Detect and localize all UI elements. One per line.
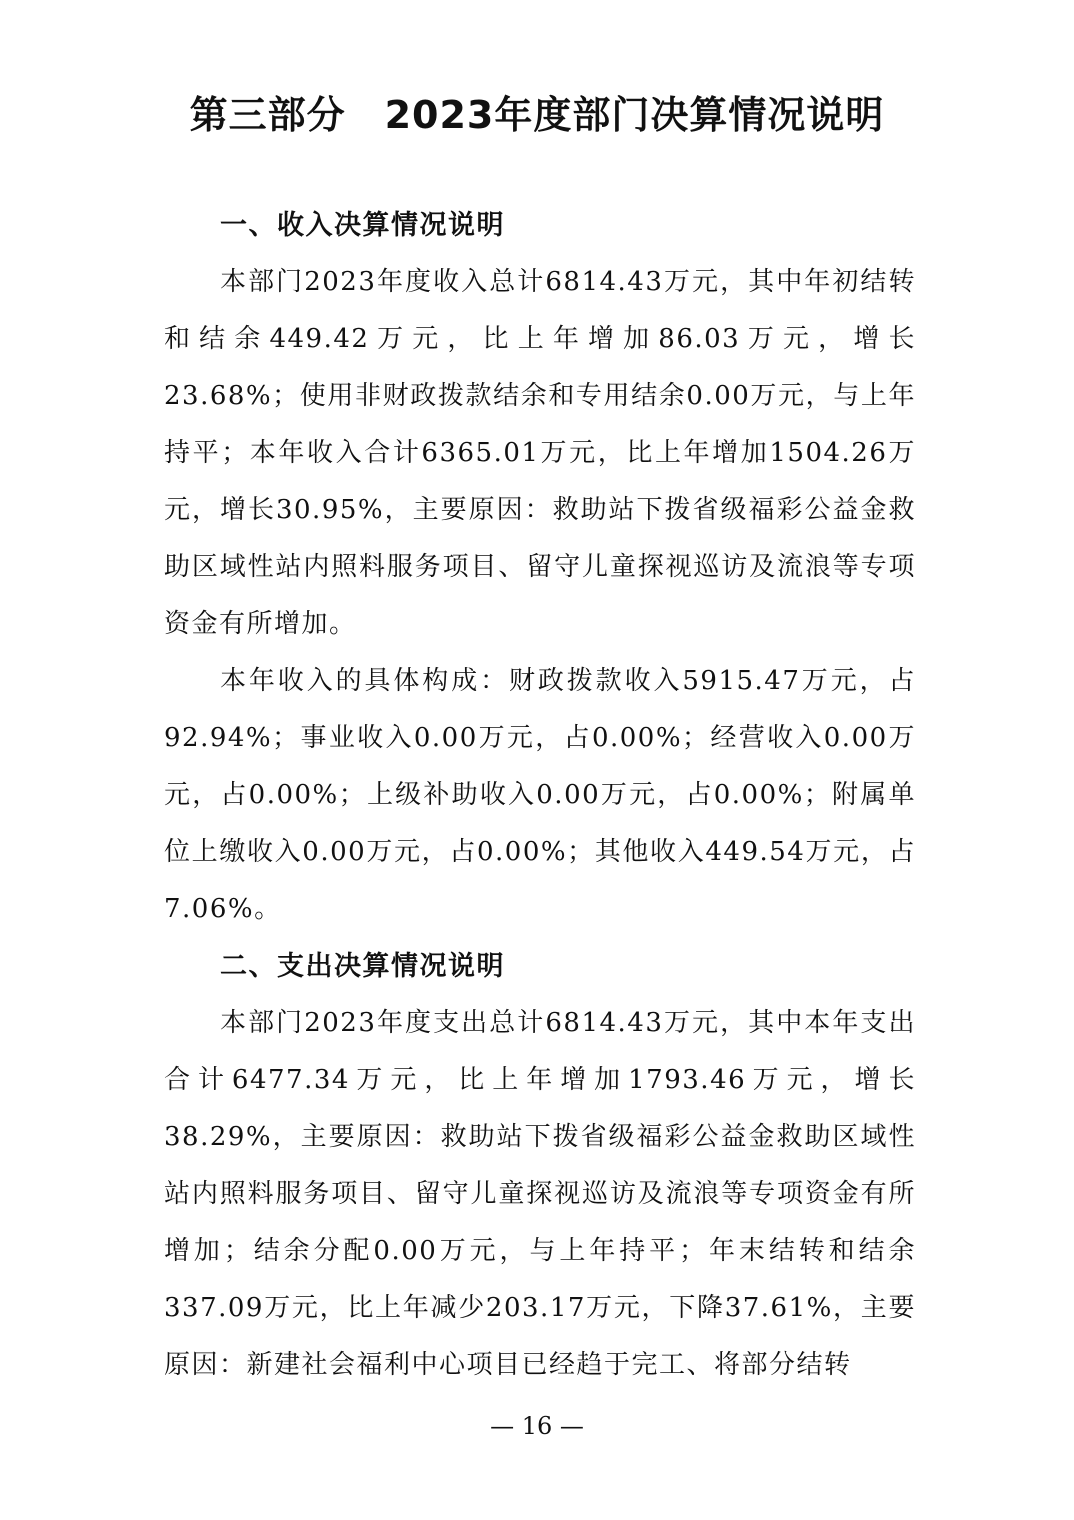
section-heading-income: 一、收入决算情况说明 <box>220 210 505 241</box>
income-composition-paragraph: 本年收入的具体构成：财政拨款收入5915.47万元，占92.94%；事业收入0.00万元，占0.00%；经营收入0.00万元，占0.00%；上级补助收入0.00万元，占0.00%；附属单位上缴收入0.00万元，占0.00%；其他收入449.54万元，占7.06%。 <box>164 666 916 924</box>
page-number: — 16 — <box>490 1412 584 1440</box>
income-summary-paragraph: 本部门2023年度收入总计6814.43万元，其中年初结转和结余449.42万元，比上年增加86.03万元，增长23.68%；使用非财政拨款结余和专用结余0.00万元，与上年持平；本年收入合计6365.01万元，比上年增加1504.26万元，增长30.95%，主要原因：救助站下拨省级福彩公益金救助区域性站内照料服务项目、留守儿童探视巡访及流浪等专项资金有所增加。 <box>164 267 916 639</box>
page-title: 第三部分 2023年度部门决算情况说明 <box>189 93 885 137</box>
expenditure-summary-paragraph: 本部门2023年度支出总计6814.43万元，其中本年支出合计6477.34万元，比上年增加1793.46万元，增长38.29%，主要原因：救助站下拨省级福彩公益金救助区域性站内照料服务项目、留守儿童探视巡访及流浪等专项资金有所增加；结余分配0.00万元，与上年持平；年末结转和结余337.09万元，比上年减少203.17万元，下降37.61%，主要原因：新建社会福利中心项目已经趋于完工、将部分结转 <box>164 1008 916 1380</box>
document-body <box>164 197 916 1394</box>
section-heading-expenditure: 二、支出决算情况说明 <box>220 951 505 982</box>
